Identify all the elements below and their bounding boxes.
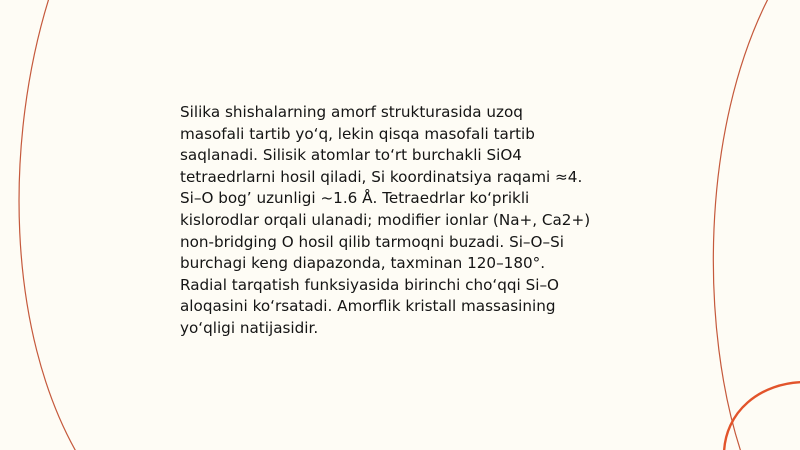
left-arc-line xyxy=(19,0,78,450)
body-paragraph: Silika shishalarning amorf strukturasida uzoq masofali tartib yo‘q, lekin qisqa masofali tartib saqlanadi. Silisik atomlar to‘rt burchakli SiO4 tetraedrlarni hosil qiladi, Si koordinatsiya raqami ≈4. Si–O bog’ uzunligi ~1.6 Å. Tetraedrlar ko‘prikli kislorodlar orqali ulanadi; modifier ionlar (Na+, Ca2+) non-bridging O hosil qilib tarmoqni buzadi. Si–O–Si burchagi keng diapazonda, taxminan 120–180°. Radial tarqatish funksiyasida birinchi cho‘qqi Si–O aloqasini ko‘rsatadi. Amorflik kristall massasining yo‘qligi natijasidir. xyxy=(180,103,591,337)
corner-orange-arc xyxy=(724,382,800,450)
right-arc-line xyxy=(713,0,770,450)
